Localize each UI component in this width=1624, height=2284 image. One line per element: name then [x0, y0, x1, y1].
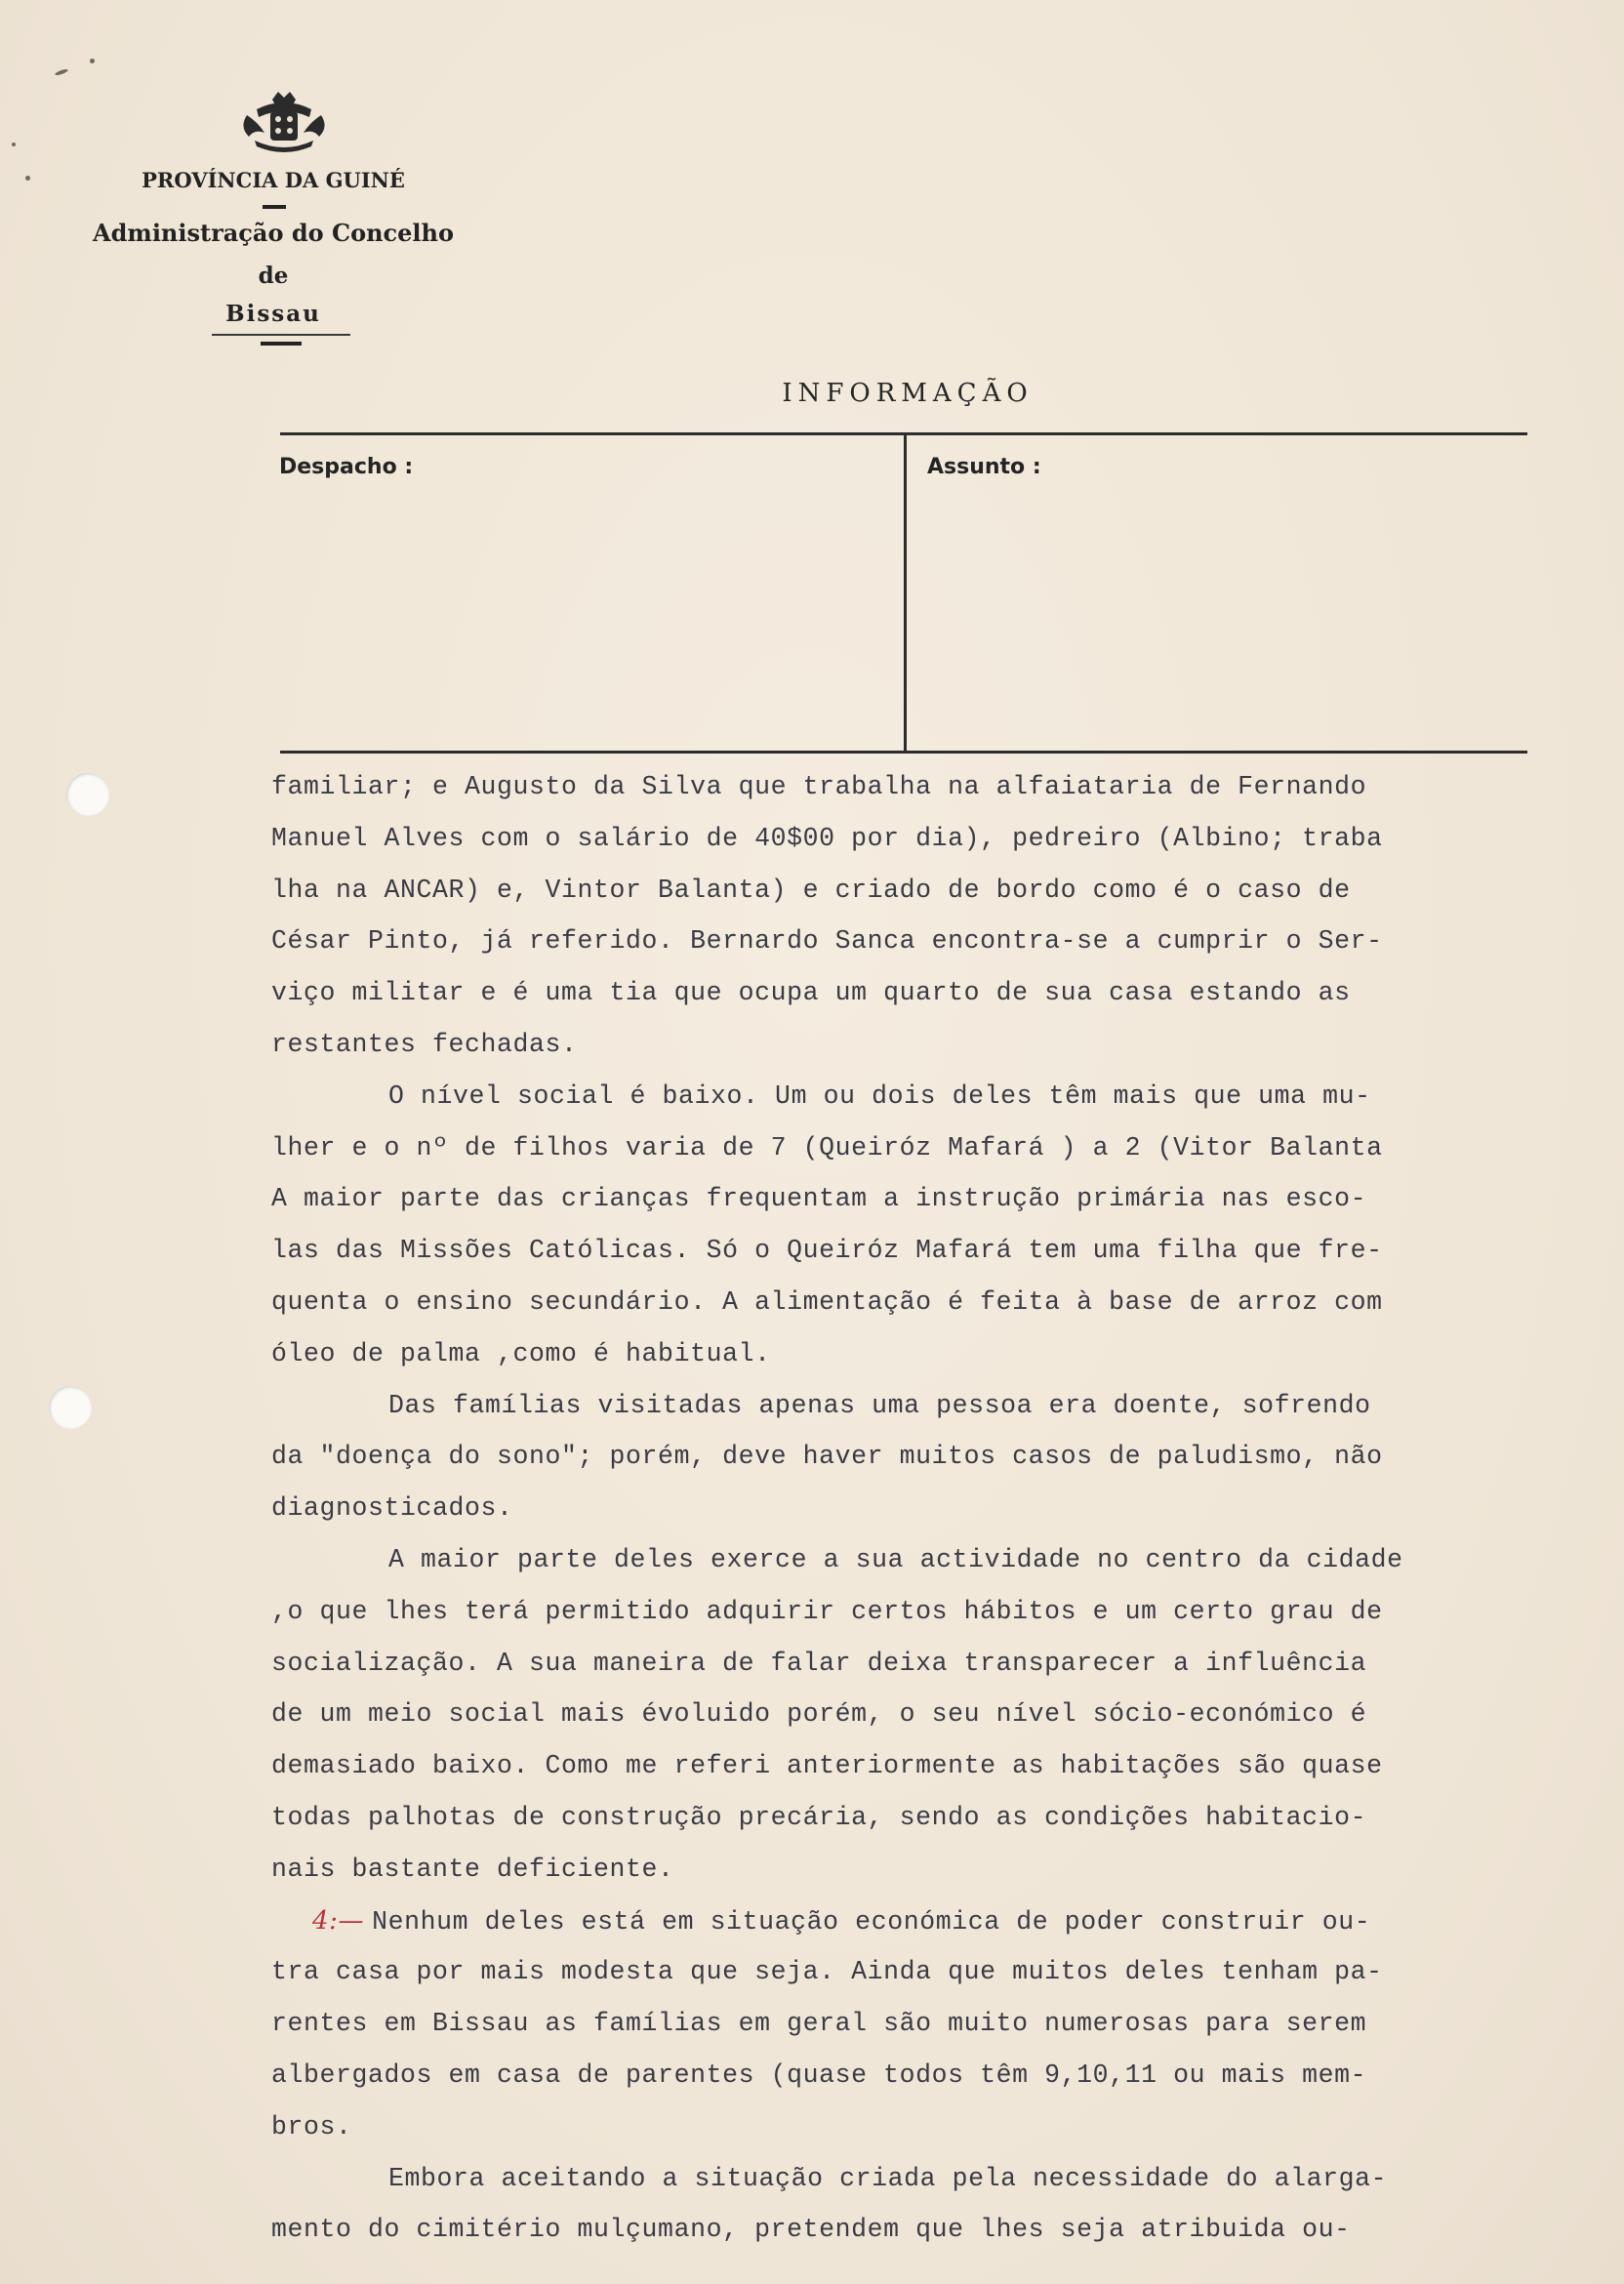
typed-body-text: [271, 761, 1599, 2256]
body-line: las das Missões Católicas. Só o Queiróz Mafará tem uma filha que fre-: [271, 1236, 1383, 1266]
body-line: rentes em Bissau as famílias em geral são muito numerosas para serem: [271, 2009, 1367, 2039]
letterhead-underline: [212, 334, 350, 336]
body-line: Das famílias visitadas apenas uma pessoa era doente, sofrendo: [388, 1390, 1371, 1420]
body-line: todas palhotas de construção precária, sendo as condições habitacio-: [271, 1802, 1367, 1832]
body-line: ,o que lhes terá permitido adquirir certos hábitos e um certo grau de: [271, 1596, 1383, 1626]
body-line: César Pinto, já referido. Bernardo Sanca encontra-se a cumprir o Ser-: [271, 926, 1383, 957]
body-line: O nível social é baixo. Um ou dois deles têm mais que uma mu-: [388, 1081, 1371, 1111]
body-line: familiar; e Augusto da Silva que trabalha na alfaiataria de Fernando: [271, 772, 1367, 801]
body-line: lha na ANCAR) e, Vintor Balanta) e criado de bordo como é o caso de: [271, 875, 1351, 905]
body-line-marked: [271, 1896, 1599, 1947]
body-line: mento do cimitério mulçumano, pretendem que lhes seja atribuida ou-: [271, 2215, 1351, 2245]
body-line: demasiado baixo. Como me referi anteriormente as habitações são quase: [271, 1751, 1383, 1781]
body-line: de um meio social mais évoluido porém, o seu nível sócio-económico é: [271, 1699, 1367, 1730]
body-line: albergados em casa de parentes (quase todos têm 9,10,11 ou mais mem-: [271, 2060, 1367, 2090]
paper-speck: [55, 68, 69, 77]
body-line: bros.: [271, 2111, 352, 2141]
coat-of-arms-icon: [237, 90, 331, 158]
body-line: Manuel Alves com o salário de 40$00 por dia), pedreiro (Albino; traba: [271, 823, 1383, 853]
assunto-label: Assunto :: [927, 455, 1041, 479]
body-line: tra casa por mais modesta que seja. Ainda que muitos deles tenham pa-: [271, 1957, 1383, 1987]
body-line: nais bastante deficiente.: [271, 1854, 674, 1884]
body-line: restantes fechadas.: [271, 1029, 578, 1059]
despacho-label: Despacho :: [279, 455, 414, 479]
punch-hole-bottom: [49, 1386, 92, 1429]
form-title: INFORMAÇÃO: [782, 379, 1034, 408]
body-line: da "doença do sono"; porém, deve haver muitos casos de paludismo, não: [271, 1442, 1383, 1472]
letterhead-dash: [263, 205, 286, 209]
paper-speck: [25, 176, 30, 181]
paper-speck: [12, 143, 16, 146]
body-line: quenta o ensino secundário. A alimentação é feita à base de arroz com: [271, 1286, 1383, 1317]
body-line: socialização. A sua maneira de falar deixa transparecer a influência: [271, 1648, 1367, 1678]
handwritten-mark: 4:—: [312, 1905, 365, 1936]
body-line: A maior parte das crianças frequentam a instrução primária nas esco-: [271, 1184, 1367, 1214]
body-line: Nenhum deles está em situação económica de poder construir ou-: [372, 1906, 1371, 1937]
preposition-heading: de: [258, 263, 289, 289]
city-heading: Bissau: [225, 301, 321, 327]
letterhead-underline-short: [261, 342, 302, 346]
paper-speck: [90, 59, 95, 63]
body-line: diagnosticados.: [271, 1493, 513, 1524]
body-line: viço militar e é uma tia que ocupa um quarto de sua casa estando as: [271, 978, 1351, 1008]
form-rule-bottom: [280, 751, 1527, 754]
body-line: A maior parte deles exerce a sua actividade no centro da cidade: [388, 1544, 1403, 1574]
body-line: lher e o nº de filhos varia de 7 (Queiróz Mafará ) a 2 (Vitor Balanta: [271, 1132, 1383, 1162]
body-line: óleo de palma ,como é habitual.: [271, 1338, 771, 1368]
body-line: Embora aceitando a situação criada pela necessidade do alarga-: [388, 2163, 1388, 2193]
administration-heading: Administração do Concelho: [93, 219, 454, 247]
province-heading: PROVÍNCIA DA GUINÉ: [142, 168, 405, 192]
form-rule-divider: [904, 435, 907, 751]
punch-hole-top: [66, 773, 109, 816]
